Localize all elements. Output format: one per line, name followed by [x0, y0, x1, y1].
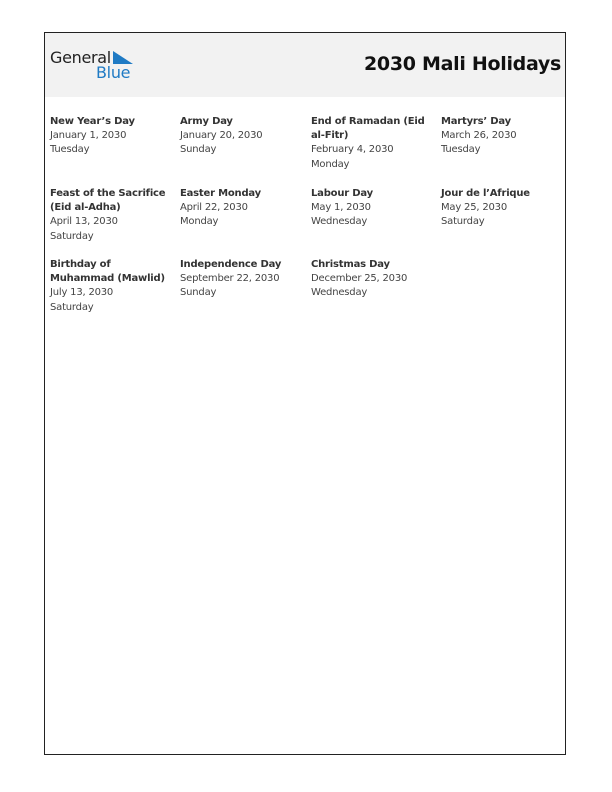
- holiday-item: [311, 187, 431, 230]
- generalblue-logo: [50, 49, 140, 83]
- holiday-name: Easter Monday: [180, 188, 261, 199]
- holiday-weekday: Monday: [311, 158, 350, 170]
- holiday-weekday: Sunday: [180, 287, 217, 299]
- holiday-name: Christmas Day: [311, 259, 390, 270]
- holiday-name: New Year’s Day: [50, 116, 135, 127]
- holiday-item: [311, 258, 431, 301]
- logo-word-general: General: [50, 48, 111, 67]
- holiday-item: [180, 187, 300, 230]
- header-bar: [45, 33, 565, 97]
- holiday-name: Birthday of Muhammad (Mawlid): [50, 259, 165, 285]
- holiday-date: December 25, 2030: [311, 273, 408, 285]
- holiday-date: September 22, 2030: [180, 273, 280, 285]
- holiday-weekday: Tuesday: [50, 144, 90, 156]
- calendar-page: [44, 32, 566, 755]
- holiday-name: Feast of the Sacrifice (Eid al-Adha): [50, 188, 166, 214]
- holiday-date: March 26, 2030: [441, 130, 517, 142]
- holiday-name: Labour Day: [311, 188, 373, 199]
- holiday-item: [180, 115, 300, 158]
- holiday-item: [50, 187, 170, 244]
- holiday-date: May 1, 2030: [311, 202, 371, 214]
- holiday-name: End of Ramadan (Eid al-Fitr): [311, 116, 425, 142]
- holiday-name: Independence Day: [180, 259, 282, 270]
- holiday-date: May 25, 2030: [441, 202, 507, 214]
- holiday-date: February 4, 2030: [311, 144, 394, 156]
- holiday-weekday: Saturday: [50, 230, 94, 242]
- holiday-weekday: Monday: [180, 216, 219, 228]
- holiday-name: Army Day: [180, 116, 233, 127]
- holiday-date: July 13, 2030: [50, 287, 114, 299]
- holiday-item: [50, 115, 170, 158]
- holiday-weekday: Saturday: [441, 216, 485, 228]
- holiday-item: [180, 258, 300, 301]
- holiday-weekday: Wednesday: [311, 216, 368, 228]
- holiday-name: Jour de l’Afrique: [441, 188, 530, 199]
- logo-word-blue: Blue: [96, 63, 131, 82]
- holiday-name: Martyrs’ Day: [441, 116, 511, 127]
- holiday-date: January 1, 2030: [50, 130, 127, 142]
- holiday-item: [441, 187, 561, 230]
- holiday-weekday: Tuesday: [441, 144, 481, 156]
- holiday-date: January 20, 2030: [180, 130, 263, 142]
- holiday-item: [441, 115, 561, 158]
- holiday-weekday: Wednesday: [311, 287, 368, 299]
- holiday-item: [311, 115, 431, 172]
- holiday-item: [50, 258, 170, 315]
- holiday-date: April 13, 2030: [50, 216, 118, 228]
- holiday-weekday: Sunday: [180, 144, 217, 156]
- holiday-date: April 22, 2030: [180, 202, 248, 214]
- holiday-weekday: Saturday: [50, 301, 94, 313]
- page-title: 2030 Mali Holidays: [364, 53, 561, 75]
